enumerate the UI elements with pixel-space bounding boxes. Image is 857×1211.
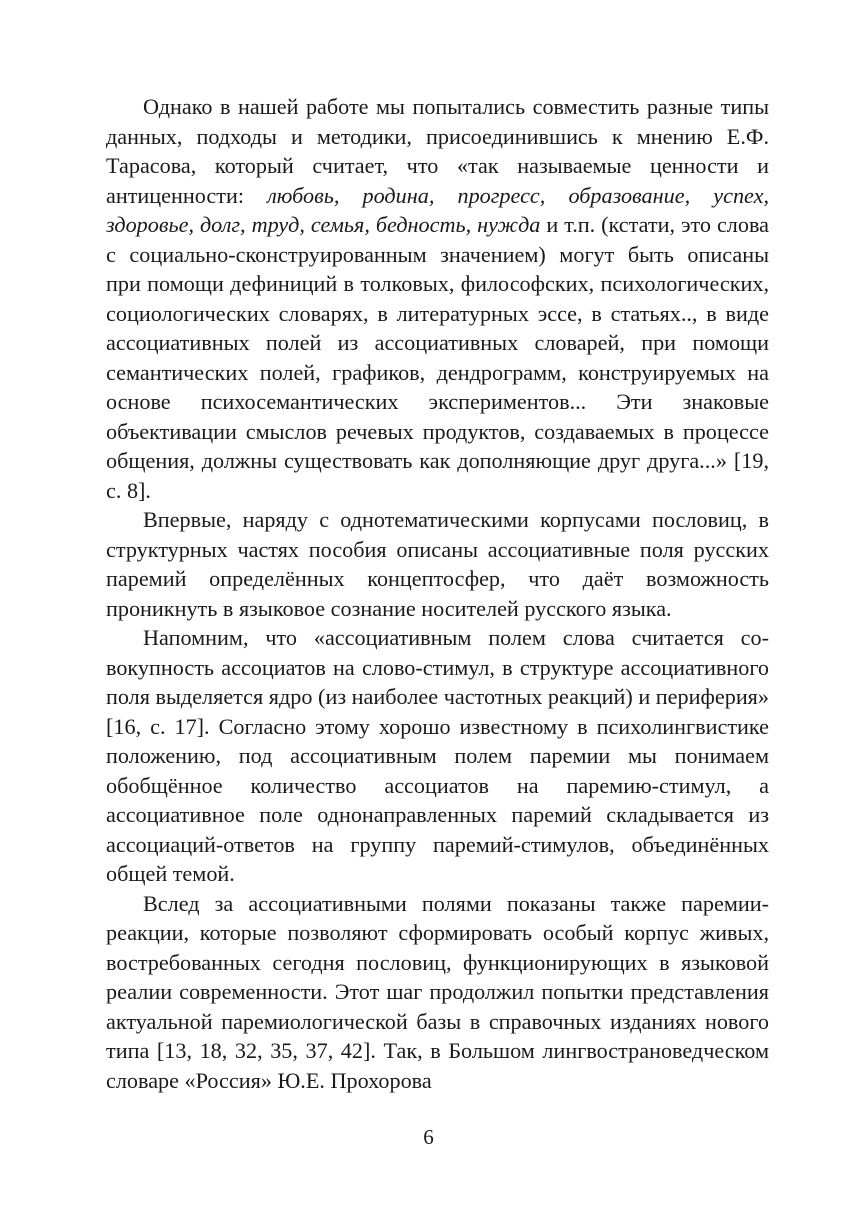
paragraph-2: Впервые, наряду с однотематическими корпусами пословиц, в структурных частях пособия описаны ассоциативные поля русских паремий определённых концептосфер, что даёт возможность проникнуть в языковое сознание носителей русского языка. [106, 507, 769, 621]
paragraph-1-text-end: и т.п. (кстати, это слова с социально-сконструированным значением) могут быть описаны при помощи дефиниций в толковых, философских, психологических, социологических словарях, в литературных эссе, в статьях.., в виде ассоциативных полей из ассоциативных словарей, при помощи семантических полей, графиков, дендрограмм, конструируемых на основе психосемантических экспериментов... Эти знаковые объективации смыслов речевых продуктов, создаваемых в процессе общения, должны существовать как дополняющие друг друга...» [19, с. 8]. [106, 212, 769, 503]
paragraph-1-text-start: Однако в нашей работе мы попытались совместить разные типы данных, подходы и методики, присоединившись к мнению Е.Ф. Тарасова, который считает, что «так называемые ценности и антиценности: [106, 94, 769, 208]
body-text [106, 92, 769, 1095]
paragraph-1 [106, 92, 769, 505]
paragraph-3: Напомним, что «ассоциативным полем слова считается совокупность ассоциатов на слово-стимул, в структуре ассоциативного поля выделяется ядро (из наиболее частотных реакций) и периферия» [16, с. 17]. Согласно этому хорошо известному в психолингвистике положению, под ассоциативным полем паремии мы понимаем обобщённое количество ассоциатов на паремию-стимул, а ассоциативное поле однонаправленных паремий складывается из ассоциаций-ответов на группу паремий-стимулов, объединённых общей темой. [106, 625, 769, 886]
paragraph-4: Вслед за ассоциативными полями показаны также паремии-реакции, которые позволяют сформировать особый корпус живых, востребованных сегодня пословиц, функционирующих в языковой реалии современности. Этот шаг продолжил попытки представления актуальной паремиологической базы в справочных изданиях нового типа [13, 18, 32, 35, 37, 42]. Так, в Большом лингвострановедческом словаре «Россия» Ю.Е. Прохорова [106, 890, 769, 1093]
page-number: 6 [423, 1125, 434, 1149]
paragraph-1-italic-values-list: любовь, родина, прогресс, образование, успех, здоровье, долг, труд, семья, бедность, нужда [106, 182, 769, 237]
